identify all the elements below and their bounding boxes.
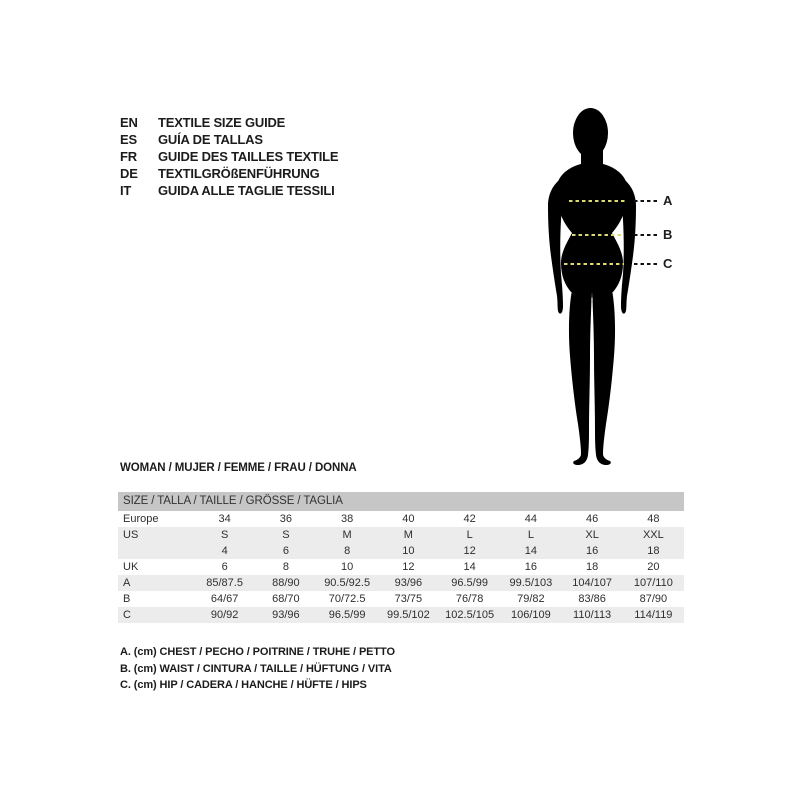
size-cell: 70/72.5 (328, 593, 366, 605)
size-cell: M (403, 529, 413, 541)
size-cell: 73/75 (394, 593, 423, 605)
language-row-it (120, 182, 338, 199)
size-cell: S (220, 529, 229, 541)
size-cell: 96.5/99 (451, 577, 488, 589)
table-row-uk (118, 559, 684, 575)
size-cell: 4 (221, 545, 228, 557)
size-cell: 83/86 (578, 593, 606, 605)
size-cell: 12 (402, 561, 415, 573)
size-cell: 76/78 (455, 593, 484, 605)
table-row-hip-c (118, 607, 684, 623)
legend-line-chest: A. (cm) CHEST / PECHO / POITRINE / TRUHE / PETTO (120, 646, 395, 658)
language-label: TEXTILE SIZE GUIDE (158, 115, 286, 130)
size-cell: 16 (586, 545, 599, 557)
size-cell: 20 (647, 561, 660, 573)
table-row-waist-b (118, 591, 684, 607)
size-cell: 14 (524, 545, 537, 557)
measurement-figure (528, 106, 688, 468)
size-cell: 48 (647, 513, 660, 525)
language-label: TEXTILGRÖßENFÜHRUNG (158, 166, 320, 181)
size-cell: 68/70 (272, 593, 300, 605)
language-row-en (120, 114, 338, 131)
size-cell: 90.5/92.5 (324, 577, 371, 589)
size-cell: 110/113 (573, 609, 612, 621)
size-cell: 44 (524, 513, 537, 525)
size-cell: 102.5/105 (445, 609, 495, 621)
table-header: SIZE / TALLA / TAILLE / GRÖSSE / TAGLIA (118, 492, 684, 511)
size-cell: 114/119 (634, 609, 673, 621)
legend-line-hip: C. (cm) HIP / CADERA / HANCHE / HÜFTE / HIPS (120, 679, 367, 691)
size-cell: 16 (524, 561, 537, 573)
size-cell: 90/92 (210, 609, 239, 621)
row-label: Europe (123, 513, 159, 525)
language-list (120, 114, 338, 199)
size-cell: 36 (279, 513, 292, 525)
language-row-fr (120, 148, 338, 165)
size-cell: S (282, 529, 290, 541)
size-cell: 79/82 (517, 593, 545, 605)
size-cell: 87/90 (639, 593, 668, 605)
language-code: DE (120, 166, 138, 181)
row-label: UK (123, 561, 139, 573)
language-row-de (120, 165, 338, 182)
size-cell: 93/96 (272, 609, 300, 621)
size-cell: 96.5/99 (328, 609, 366, 621)
measurement-label-b: B (663, 227, 673, 242)
size-cell: 8 (282, 561, 289, 573)
language-label: GUÍA DE TALLAS (158, 132, 263, 147)
row-label: A (123, 577, 131, 589)
size-cell: 85/87.5 (206, 577, 243, 589)
language-code: EN (120, 115, 138, 130)
size-cell: 99.5/103 (509, 577, 553, 589)
size-cell: 12 (463, 545, 476, 557)
language-code: ES (120, 132, 137, 147)
hip-line-on-body (564, 263, 624, 265)
size-cell: M (342, 529, 352, 541)
chest-line-pointer (634, 200, 659, 202)
size-cell: 14 (463, 561, 476, 573)
size-cell: 107/110 (633, 577, 673, 589)
size-cell: 34 (218, 513, 231, 525)
size-cell: 6 (221, 561, 228, 573)
size-cell: XL (585, 529, 599, 541)
section-title: WOMAN / MUJER / FEMME / FRAU / DONNA (120, 462, 357, 474)
language-label: GUIDE DES TAILLES TEXTILE (158, 149, 339, 164)
table-row-europe (118, 511, 684, 527)
woman-silhouette (528, 106, 658, 468)
waist-line-on-body (572, 234, 621, 236)
size-cell: 88/90 (272, 577, 300, 589)
size-cell: 106/109 (510, 609, 551, 621)
waist-line-pointer (634, 234, 659, 236)
table-row-us (118, 527, 684, 543)
hip-line-pointer (634, 263, 659, 265)
row-label: B (123, 593, 131, 605)
row-label: US (123, 529, 139, 541)
measurement-label-a: A (663, 193, 673, 208)
language-code: FR (120, 149, 137, 164)
language-code: IT (120, 183, 132, 198)
size-cell: XXL (642, 529, 664, 541)
row-label: C (123, 609, 131, 621)
size-cell: 18 (586, 561, 599, 573)
size-cell: L (466, 529, 473, 541)
size-cell: 99.5/102 (386, 609, 430, 621)
size-cell: 18 (647, 545, 660, 557)
language-label: GUIDA ALLE TAGLIE TESSILI (158, 183, 335, 198)
size-cell: 8 (344, 545, 351, 557)
chest-line-on-body (569, 200, 625, 202)
size-cell: 10 (341, 561, 354, 573)
size-cell: 38 (341, 513, 354, 525)
legend-line-waist: B. (cm) WAIST / CINTURA / TAILLE / HÜFTUNG / VITA (120, 662, 392, 675)
size-cell: 46 (586, 513, 599, 525)
measurement-legend (120, 644, 395, 694)
size-cell: 10 (402, 545, 415, 557)
table-row-chest-a (118, 575, 684, 591)
row-label (118, 543, 194, 559)
size-cell: L (527, 529, 534, 541)
size-cell: 40 (402, 513, 415, 525)
table-row-us-numeric (118, 543, 684, 559)
size-cell: 6 (282, 545, 289, 557)
language-row-es (120, 131, 338, 148)
size-cell: 104/107 (572, 577, 612, 589)
size-cell: 42 (463, 513, 476, 525)
size-cell: 93/96 (394, 577, 423, 589)
measurement-label-c: C (663, 256, 673, 271)
size-table (118, 492, 684, 623)
size-cell: 64/67 (210, 593, 239, 605)
